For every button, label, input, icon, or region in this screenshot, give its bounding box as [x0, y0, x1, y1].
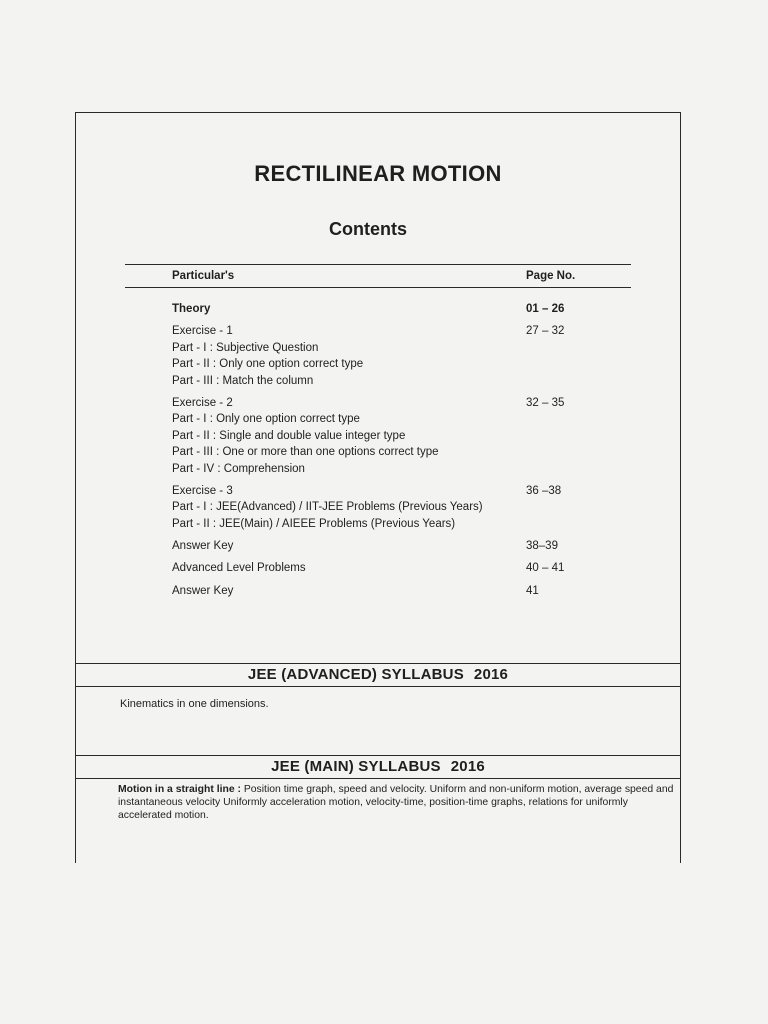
toc-entry-page: 36 –38	[526, 484, 562, 497]
toc-entry-part: Part - III : One or more than one options correct type	[172, 446, 439, 459]
main-syllabus-year: 2016	[450, 758, 485, 775]
toc-entry	[172, 323, 632, 389]
toc-entry	[172, 583, 632, 599]
contents-heading: Contents	[329, 219, 407, 239]
toc-entry	[172, 395, 632, 477]
toc-entry	[172, 560, 632, 576]
toc-entry-title: Advanced Level Problems	[172, 562, 306, 575]
advanced-syllabus-band	[76, 663, 680, 687]
toc-entry-page: 40 – 41	[526, 562, 565, 575]
toc-entry-part: Part - I : Subjective Question	[172, 341, 319, 354]
main-syllabus-text	[118, 783, 680, 823]
toc-entry-title: Answer Key	[172, 584, 234, 597]
main-syllabus-lead: Motion in a straight line :	[118, 784, 241, 795]
toc-entry-title: Answer Key	[172, 540, 234, 553]
toc-top-rule	[125, 264, 631, 265]
toc-entry-page: 32 – 35	[526, 396, 565, 409]
advanced-syllabus-title: JEE (ADVANCED) SYLLABUS	[247, 666, 464, 683]
document-title: RECTILINEAR MOTION	[254, 161, 502, 186]
toc-entry-page: 01 – 26	[526, 303, 565, 315]
toc-entry	[172, 301, 632, 317]
toc-entry-page: 41	[526, 584, 539, 597]
toc-entry-title: Theory	[172, 303, 211, 315]
toc-entry-part: Part - II : JEE(Main) / AIEEE Problems (Previous Years)	[172, 517, 456, 530]
advanced-syllabus-text: Kinematics in one dimensions.	[120, 698, 269, 710]
toc-header-page: Page No.	[526, 270, 576, 282]
toc-entry-page: 38–39	[526, 540, 558, 553]
table-of-contents	[172, 301, 632, 605]
main-syllabus-band	[76, 755, 680, 779]
toc-entry-title: Exercise - 1	[172, 325, 233, 338]
toc-entry-part: Part - II : Only one option correct type	[172, 358, 364, 371]
toc-header-rule	[125, 287, 631, 288]
toc-entry-part: Part - IV : Comprehension	[172, 462, 305, 475]
advanced-syllabus-heading	[76, 664, 680, 685]
main-syllabus-title: JEE (MAIN) SYLLABUS	[271, 758, 441, 775]
main-syllabus-heading	[76, 756, 680, 777]
toc-entry-title: Exercise - 3	[172, 484, 233, 497]
toc-header-particular: Particular's	[172, 270, 235, 282]
toc-entry-part: Part - III : Match the column	[172, 374, 314, 387]
toc-entry-part: Part - I : Only one option correct type	[172, 413, 360, 426]
toc-entry-part: Part - II : Single and double value integer type	[172, 429, 406, 442]
toc-entry	[172, 538, 632, 554]
toc-entry	[172, 483, 632, 532]
page-frame	[75, 112, 681, 863]
toc-entry-page: 27 – 32	[526, 325, 565, 338]
toc-entry-part: Part - I : JEE(Advanced) / IIT-JEE Problems (Previous Years)	[172, 501, 483, 514]
main-syllabus-body: Position time graph, speed and velocity. Uniform and non-uniform motion, average speed and instantaneous velocity Uniformly acceleration motion, velocity-time, position-time graphs, relations for uniformly accelerated motion.	[118, 784, 674, 822]
advanced-syllabus-year: 2016	[473, 666, 509, 683]
toc-entry-title: Exercise - 2	[172, 396, 233, 409]
